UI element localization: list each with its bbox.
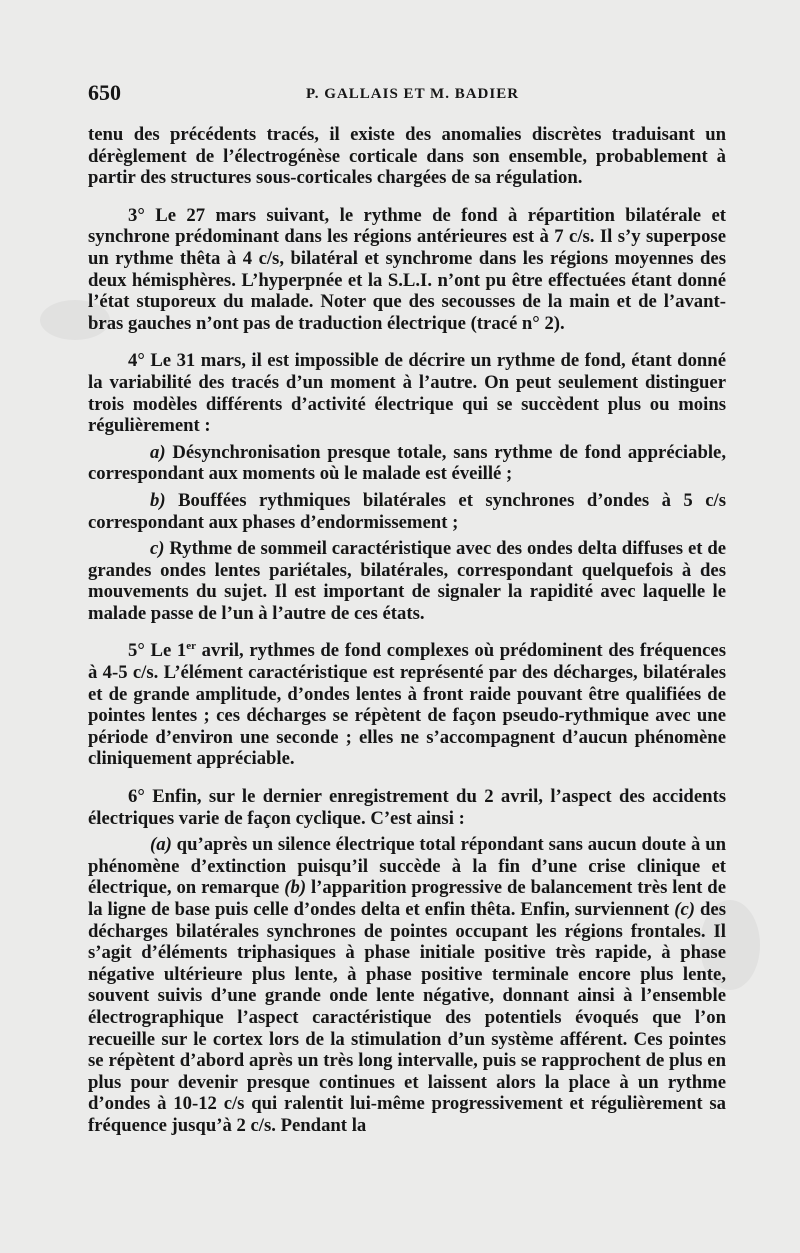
- page-number: 650: [88, 80, 121, 105]
- marker-b: (b): [284, 877, 307, 899]
- item-b-text: Bouffées rythmiques bilatérales et synchrones d’ondes à 5 c/s correspondant aux phases d’endormissement ;: [88, 489, 726, 533]
- paragraph-3: 3° Le 27 mars suivant, le rythme de fond à répartition bilatérale et synchrone prédominant dans les régions antérieures est à 7 c/s. Il s’y superpose un rythme thêta à 4 c/s, bilatéral et synchrome dans les régions moyennes des deux hémisphères. L’hyperpnée et la S.L.I. n’ont pu être effectuées étant donné l’état stuporeux du malade. Noter que des secousses de la main et de l’avant-bras gauches n’ont pas de traduction électrique (tracé n° 2).: [88, 204, 726, 334]
- item-a-text: Désynchronisation presque totale, sans rythme de fond appréciable, correspondant aux moments où le malade est éveillé ;: [88, 441, 727, 485]
- text-a: qu’après un silence électrique total répondant sans aucun doute à un phénomène d’extinction puisqu’il succède à la fin d’une crise clinique et électrique, on remarque: [88, 834, 726, 899]
- paragraph-6-detail: [88, 834, 726, 1136]
- paragraph-5-start: 5° Le 1: [128, 640, 187, 662]
- body-text: [88, 124, 726, 1137]
- paragraph-5: [88, 640, 726, 770]
- text-c: des décharges bilatérales synchrones de pointes occupant les régions frontales. Il s’agit d’éléments triphasiques à phase initiale positive très rapide, à phase négative ultérieure plus lente, à phase positive terminale encore plus lente, souvent suivis d’une grande onde lente négative, donnant ainsi à l’ensemble électrographique l’aspect caractéristique des potentiels évoqués que l’on recueille sur le cortex lors de la stimulation d’un système afférent. Ces pointes se répètent d’abord après un très long intervalle, puis se rapprochent de plus en plus pour devenir presque continues et laissent alors la place à un rythme d’ondes à 10-12 c/s qui ralentit lui-même progressivement et régulièrement sa fréquence jusqu’à 2 c/s. Pendant la: [88, 899, 726, 1136]
- paragraph-6: 6° Enfin, sur le dernier enregistrement du 2 avril, l’aspect des accidents électriques varie de façon cyclique. C’est ainsi :: [88, 786, 726, 829]
- page-header: [88, 80, 726, 110]
- item-c-label: c): [150, 538, 165, 560]
- item-b-label: b): [150, 489, 166, 511]
- text-b: l’apparition progressive de balancement très lent de la ligne de base puis celle d’ondes delta et enfin thêta. Enfin, surviennent: [88, 877, 726, 920]
- item-b: [88, 490, 726, 533]
- superscript-er: er: [186, 640, 196, 653]
- running-title: P. GALLAIS ET M. BADIER: [306, 86, 520, 102]
- item-c-text: Rythme de sommeil caractéristique avec des ondes delta diffuses et de grandes ondes lentes pariétales, bilatérales, correspondant quelquefois à des mouvements du sujet. Il est important de signaler la rapidité avec laquelle le malade passe de l’un à l’autre de ces états.: [88, 538, 727, 624]
- paragraph-5-rest: avril, rythmes de fond complexes où prédominent des fréquences à 4-5 c/s. L’élément caractéristique est représenté par des décharges, bilatérales et de grande amplitude, d’ondes lentes à front raide pouvant être qualifiées de pointes lentes ; ces décharges se répètent de façon pseudo-rythmique avec une période d’environ une seconde ; elles ne s’accompagnent d’aucun phénomène cliniquement appréciable.: [88, 640, 726, 770]
- paragraph-4: 4° Le 31 mars, il est impossible de décrire un rythme de fond, étant donné la variabilité des tracés d’un moment à l’autre. On peut seulement distinguer trois modèles différents d’activité électrique qui se succèdent plus ou moins régulièrement :: [88, 350, 726, 437]
- item-a: [88, 442, 726, 485]
- marker-a: (a): [150, 834, 172, 856]
- marker-c: (c): [674, 899, 696, 920]
- item-c: [88, 538, 726, 624]
- item-a-label: a): [150, 441, 166, 463]
- paragraph-continuation: tenu des précédents tracés, il existe des anomalies discrètes traduisant un dérèglement de l’électrogénèse corticale dans son ensemble, probablement à partir des structures sous-corticales chargées de sa régulation.: [88, 124, 726, 189]
